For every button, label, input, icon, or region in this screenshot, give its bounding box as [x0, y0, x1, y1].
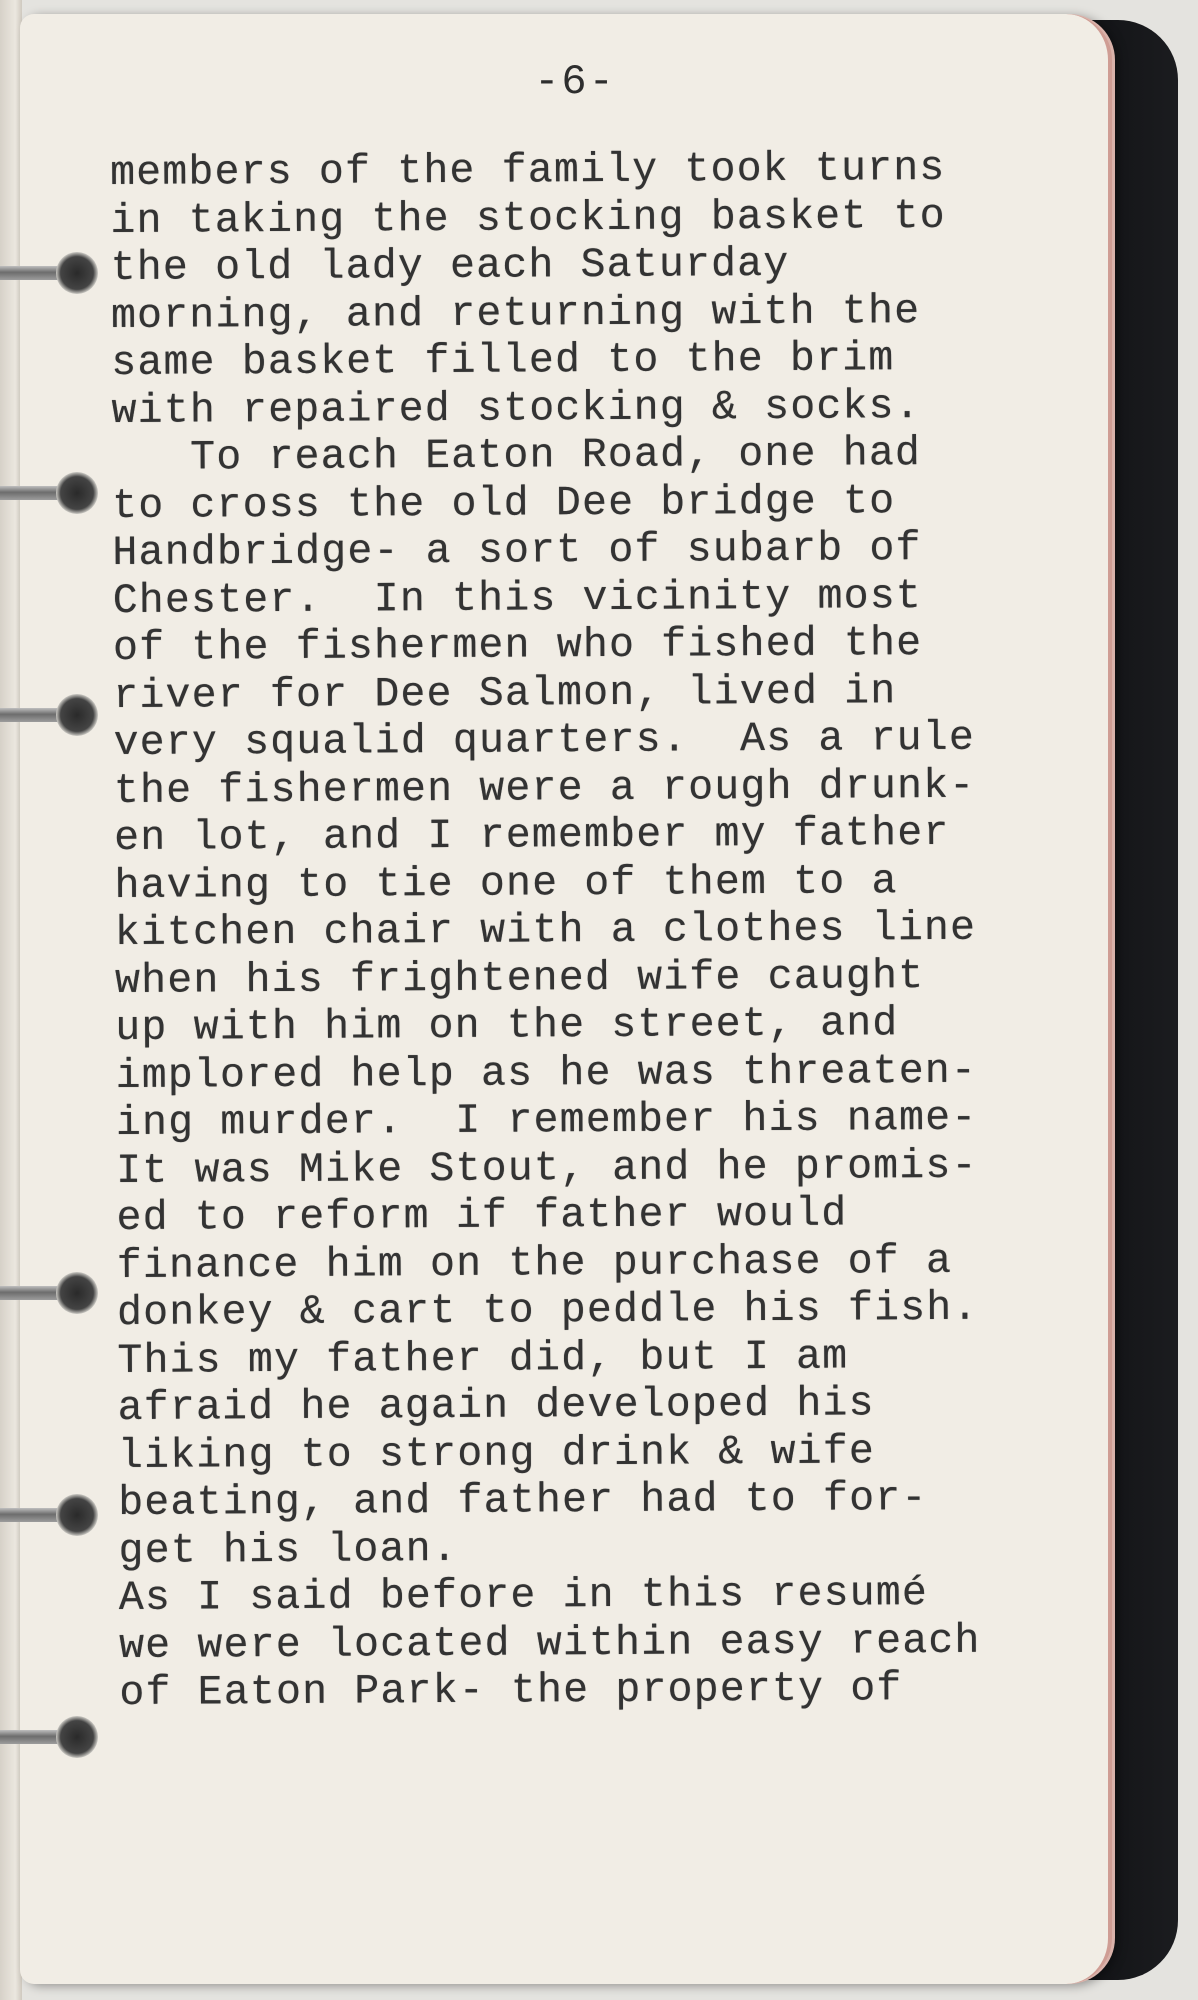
text-line: en lot, and I remember my father: [114, 809, 950, 862]
text-line: donkey & cart to peddle his fish.: [116, 1284, 979, 1337]
text-line: ing murder. I remember his name-: [115, 1094, 978, 1147]
text-line: liking to strong drink & wife: [117, 1427, 876, 1480]
text-line: As I said before in this resumé: [118, 1570, 929, 1622]
typed-text-body: [110, 144, 1100, 1717]
text-line: having to tie one of them to a: [114, 857, 898, 910]
text-line: to cross the old Dee bridge to: [112, 477, 896, 530]
text-line: This my father did, but I am: [117, 1333, 849, 1385]
text-line: the old lady each Saturday: [110, 240, 790, 292]
left-page-edge: [0, 0, 22, 2000]
binder-ring: [0, 1278, 106, 1308]
text-line: river for Dee Salmon, lived in: [113, 667, 897, 720]
text-line: of Eaton Park- the property of: [119, 1665, 903, 1717]
text-line: morning, and returning with the: [110, 287, 921, 340]
text-line: very squalid quarters. As a rule: [113, 714, 976, 767]
text-line: implored help as he was threaten-: [115, 1047, 978, 1100]
text-line: the fishermen were a rough drunk-: [113, 762, 976, 815]
punch-hole: [56, 252, 98, 294]
text-line: beating, and father had to for-: [118, 1475, 928, 1527]
text-line: we were located within easy reach: [118, 1617, 981, 1670]
text-line: kitchen chair with a clothes line: [114, 904, 977, 957]
punch-hole: [56, 1494, 98, 1536]
binder-ring: [0, 700, 106, 730]
binder-ring: [0, 258, 106, 288]
binder-ring: [0, 1722, 106, 1752]
text-line: when his frightened wife caught: [114, 952, 925, 1005]
text-line: with repaired stocking & socks.: [111, 382, 921, 435]
text-line: Chester. In this vicinity most: [112, 572, 923, 625]
text-line: get his loan.: [118, 1525, 459, 1575]
text-line: same basket filled to the brim: [111, 335, 895, 387]
punch-hole: [56, 1716, 98, 1758]
text-line: It was Mike Stout, and he promis-: [116, 1142, 978, 1195]
text-line: in taking the stocking basket to: [110, 192, 946, 245]
text-line: afraid he again developed his: [117, 1380, 875, 1432]
binder-ring: [0, 1500, 106, 1530]
text-line: ed to reform if father would: [116, 1190, 848, 1242]
punch-hole: [56, 472, 98, 514]
text-line: up with him on the street, and: [115, 1000, 899, 1052]
text-line: members of the family took turns: [110, 144, 946, 197]
text-line: of the fishermen who fished the: [112, 620, 923, 672]
punch-hole: [56, 1272, 98, 1314]
page-number: -6-: [534, 58, 616, 106]
punch-hole: [56, 694, 98, 736]
binder-ring: [0, 478, 106, 508]
text-line: finance him on the purchase of a: [116, 1237, 953, 1290]
text-line: Handbridge- a sort of subarb of: [112, 525, 922, 577]
text-line: To reach Eaton Road, one had: [111, 430, 922, 482]
